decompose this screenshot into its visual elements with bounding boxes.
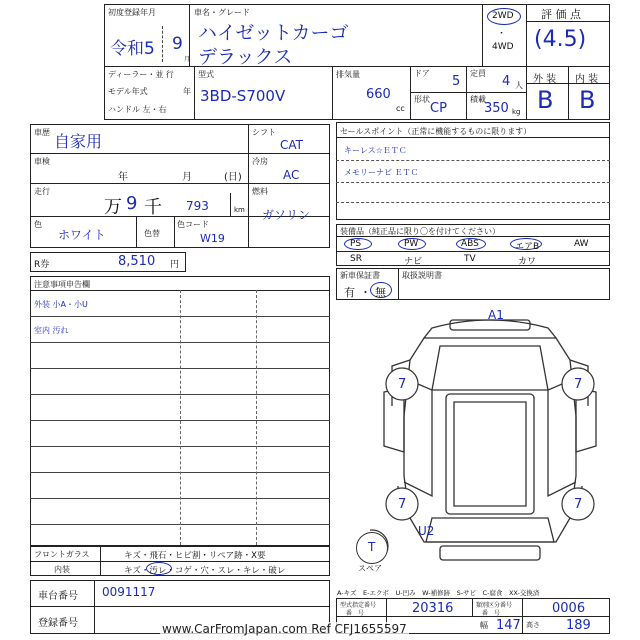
equip-airbag: エアB <box>515 242 540 252</box>
person-unit: 人 <box>515 81 523 90</box>
warranty-label: 新車保証書 <box>340 271 380 280</box>
model-name-line2: デラックス <box>198 46 293 68</box>
equip-abs: ABS <box>461 239 479 249</box>
tire-rl-depth: 7 <box>398 497 407 512</box>
tire-rr-depth: 7 <box>574 497 583 512</box>
load-value: 350 <box>484 101 509 116</box>
warranty-yes: 有 <box>344 286 355 299</box>
interior-label: 内装 <box>54 565 70 574</box>
km-unit: km <box>234 206 245 214</box>
exterior-grade: B <box>537 86 554 114</box>
shift-value: CAT <box>280 138 303 152</box>
ac-label: 冷房 <box>252 157 268 166</box>
reg-label: 登録番号 <box>38 618 78 629</box>
notes-line-2: 室内 汚れ <box>34 326 69 335</box>
equip-leather: カワ <box>518 257 537 267</box>
damage-legend: A-キズ E-エクボ U-凹み W-補修跡 S-サビ C-腐食 XX-交換済 <box>337 589 540 597</box>
inspection-month: 月 <box>182 172 192 183</box>
notes-line-1: 外装 小A・小U <box>34 300 88 309</box>
category-label: 類別区分番号 <box>476 602 513 609</box>
ac-value: AC <box>283 168 300 182</box>
manual-label: 取扱説明書 <box>402 271 442 280</box>
spare-t: T <box>368 540 376 554</box>
equip-navi: ナビ <box>404 257 423 267</box>
interior-grade-label: 内 装 <box>575 74 599 85</box>
equip-sr: SR <box>350 254 362 264</box>
equip-tv: TV <box>464 254 476 264</box>
mileage-man: 万 <box>104 197 122 218</box>
drive-dot: ・ <box>497 29 507 39</box>
equip-aw: AW <box>574 239 589 249</box>
color-value: ホワイト <box>58 228 106 242</box>
capacity-value: 4 <box>502 74 511 89</box>
r-fee-label: R券 <box>34 260 50 270</box>
model-year-label: モデル年式 <box>108 87 148 96</box>
spare-label: スペア <box>358 564 382 573</box>
category-sub: 番 号 <box>482 610 501 617</box>
front-glass-items: キズ・飛石・ヒビ割・リペア跡・X要 <box>124 551 266 561</box>
model-year-unit: 年 <box>183 87 191 96</box>
watermark: www.CarFromJapan.com Ref CFJ1655597 <box>162 622 407 636</box>
drive-2wd: 2WD <box>492 11 514 21</box>
score-label: 評 価 点 <box>541 8 581 21</box>
displacement-value: 660 <box>366 87 391 102</box>
color-code-label: 色コード <box>177 220 209 229</box>
usage-value: 自家用 <box>54 132 103 151</box>
r-fee-value: 8,510 <box>118 254 156 269</box>
tire-fr-depth: 7 <box>574 377 583 392</box>
type-cert-sub: 番 号 <box>346 610 365 617</box>
exterior-grade-label: 外 装 <box>533 74 557 85</box>
mileage-sen: 千 <box>144 197 162 218</box>
displacement-label: 排気量 <box>336 70 360 79</box>
equip-pw: PW <box>404 239 419 249</box>
height-value: 189 <box>566 618 591 633</box>
chassis-label: 車台番号 <box>38 591 78 602</box>
capacity-label: 定員 <box>470 69 486 78</box>
equipment-label: 装備品（純正品に限り〇を付けてください） <box>340 227 500 236</box>
interior-grade: B <box>579 86 596 114</box>
score-value: (4.5) <box>534 27 587 52</box>
drive-4wd: 4WD <box>492 42 514 52</box>
color-code-value: W19 <box>200 232 225 245</box>
first-reg-month-unit: 月 <box>184 56 191 63</box>
shape-label: 形状 <box>414 95 430 104</box>
shape-value: CP <box>430 101 447 116</box>
mileage-label: 走行 <box>34 187 50 196</box>
dealer-label: ディーラー・並 行 <box>108 70 174 79</box>
kg-unit: kg <box>512 108 521 116</box>
r-fee-box <box>30 252 186 272</box>
yen-unit: 円 <box>170 260 180 270</box>
inspection-day: (日) <box>224 172 242 183</box>
car-diagram <box>370 306 610 578</box>
mileage-793: 793 <box>186 199 209 213</box>
door-value: 5 <box>452 74 461 89</box>
inspection-year: 年 <box>118 172 128 183</box>
color-label: 色 <box>34 220 42 229</box>
first-reg-label: 初度登録年月 <box>108 8 156 17</box>
width-label: 幅 <box>480 621 488 630</box>
front-glass-label: フロントガラス <box>34 550 90 559</box>
width-value: 147 <box>496 618 521 633</box>
damage-u2: U2 <box>418 524 435 538</box>
height-label: 高さ <box>526 621 540 629</box>
inspection-label: 車検 <box>34 157 50 166</box>
cc-unit: cc <box>396 104 405 113</box>
fuel-label: 燃料 <box>252 187 268 196</box>
equip-ps: PS <box>350 239 362 249</box>
fuel-value: ガソリン <box>262 208 311 222</box>
damage-a1: A1 <box>488 308 504 322</box>
mileage-9: 9 <box>126 193 138 214</box>
sales-points-label: セールスポイント（正常に機能するものに限ります） <box>340 127 532 136</box>
first-reg-month: 9 <box>172 34 183 54</box>
handle-label: ハンドル 左・右 <box>108 105 167 114</box>
model-name-line1: ハイゼットカーゴ <box>198 22 349 44</box>
warranty-sep: ・ <box>360 286 371 299</box>
notes-label: 注意事項申告欄 <box>34 280 90 289</box>
type-cert-label: 型式指定番号 <box>340 602 377 609</box>
model-name-label: 車名・グレード <box>194 8 250 17</box>
load-label: 積載 <box>470 95 486 104</box>
tire-fl-depth: 7 <box>398 377 407 392</box>
color-change-label: 色替 <box>144 229 160 238</box>
first-reg-era: 令和5 <box>110 39 155 59</box>
warranty-no: 無 <box>375 286 386 299</box>
usage-label: 車歴 <box>34 128 50 137</box>
type-label: 型式 <box>198 70 214 79</box>
shift-label: シフト <box>252 128 276 137</box>
type-cert-value: 20316 <box>412 601 454 616</box>
interior-items: キズ・汚レ・コゲ・穴・スレ・キレ・破レ <box>124 566 286 576</box>
sales-point-1: キーレス☆ＥＴＣ <box>344 146 407 155</box>
chassis-value: 0091117 <box>102 585 156 599</box>
category-value: 0006 <box>552 601 586 616</box>
sales-point-2: メモリーナビ ＥＴＣ <box>344 168 419 177</box>
type-value: 3BD-S700V <box>200 87 286 105</box>
door-label: ドア <box>414 69 430 78</box>
